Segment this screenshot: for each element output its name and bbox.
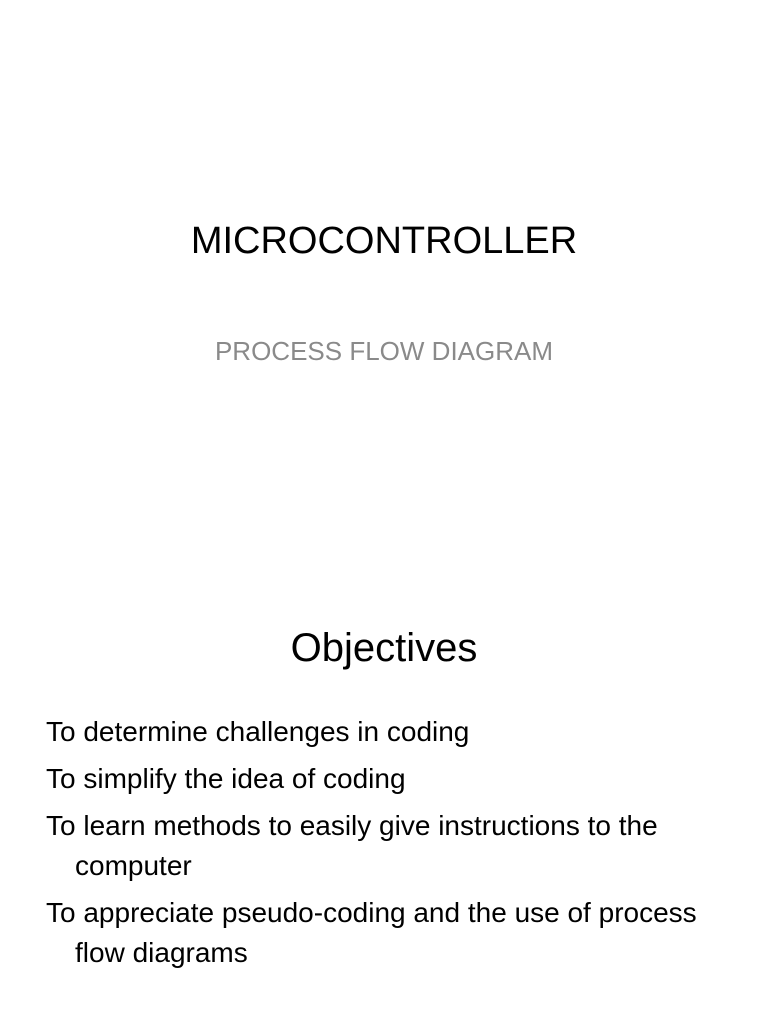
objective-item: To simplify the idea of coding (46, 763, 406, 794)
objective-item: To appreciate pseudo-coding and the use of process flow diagrams (46, 897, 697, 968)
slide-subtitle: PROCESS FLOW DIAGRAM (214, 336, 554, 366)
objectives-slide (0, 560, 768, 1024)
slide-title: MICROCONTROLLER (190, 220, 578, 262)
objective-item: To determine challenges in coding (46, 716, 470, 747)
objectives-list (46, 712, 726, 980)
objectives-heading: Objectives (290, 626, 478, 670)
objective-item: To learn methods to easily give instructions to the computer (46, 810, 658, 881)
title-slide (0, 0, 768, 500)
